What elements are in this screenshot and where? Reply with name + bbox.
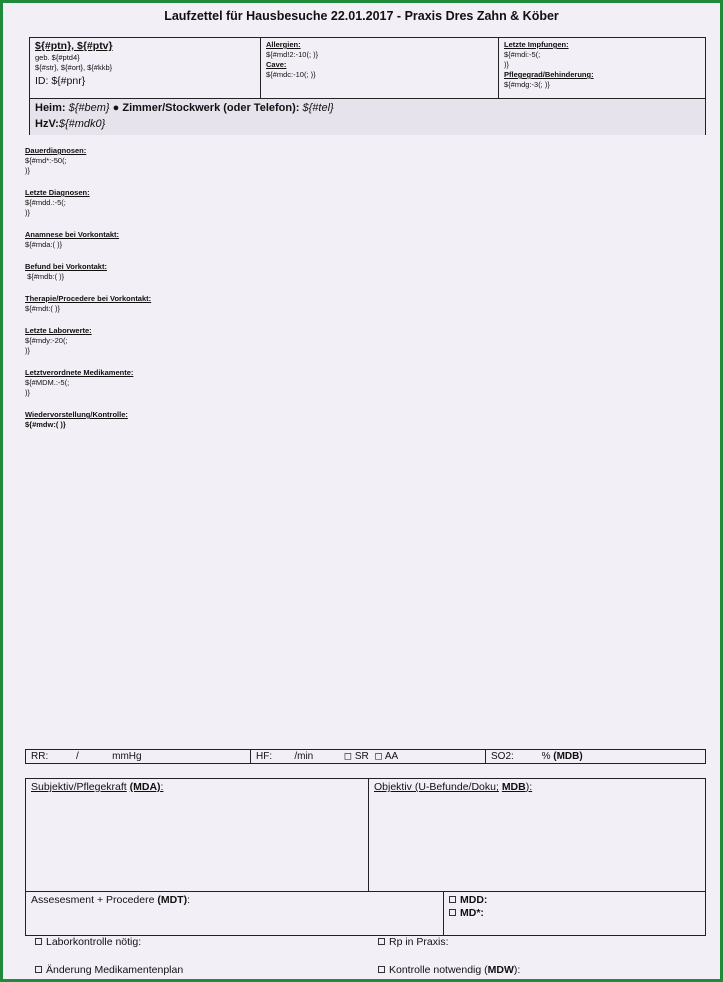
room-label: ● Zimmer/Stockwerk (oder Telefon): [112, 102, 300, 114]
section-line: )} [25, 346, 31, 355]
allergies-label: Allergien: [266, 40, 301, 49]
page-title: Laufzettel für Hausbesuche 22.01.2017 - Praxis Dres Zahn & Köber [164, 9, 559, 23]
allergies-cell [261, 38, 499, 98]
objective-field[interactable] [369, 779, 705, 891]
section-line: ${#MDM.:-5(; [25, 378, 70, 387]
room-value: ${#tel} [302, 102, 334, 114]
assessment-role: (MDT) [157, 894, 188, 906]
history-sections [25, 146, 425, 442]
vaccinations-cell [499, 38, 705, 98]
section-heading: Therapie/Procedere bei Vorkontakt: [25, 294, 152, 303]
section-line: ${#md*:-50(; [25, 156, 67, 165]
section-laborwerte [25, 326, 425, 356]
checkbox-icon[interactable] [449, 896, 456, 903]
objective-label: Objektiv (U-Befunde/Doku; [374, 781, 499, 793]
section-line: ${#mda:( )} [25, 240, 63, 249]
checkbox-icon[interactable] [35, 938, 42, 945]
med-change-check[interactable] [35, 964, 183, 977]
assessment-label: Assesesment + Procedere [31, 894, 155, 906]
patient-header [29, 37, 706, 135]
section-line: ${#mdt:( )} [25, 304, 61, 313]
cave-value: ${#mdc:-10(; )} [266, 70, 316, 79]
labor-check[interactable] [35, 936, 141, 949]
med-change-label: Änderung Medikamentenplan [46, 964, 184, 976]
allergies-value: ${#md!2:-10(; )} [266, 50, 319, 59]
section-line: ${#mdw:( )} [25, 420, 66, 429]
control-check[interactable]: Kontrolle notwendig (MDW): [378, 964, 520, 977]
section-wiedervorstellung [25, 410, 425, 430]
section-heading: Letzte Diagnosen: [25, 188, 90, 197]
patient-name: ${#ptn}, ${#ptv} [35, 40, 113, 52]
care-level-value: ${#mdg:-3(; )} [504, 80, 550, 89]
patient-address: ${#str}, ${#ort}, ${#kkb} [35, 63, 113, 72]
so2-role: (MDB) [553, 751, 583, 762]
vaccinations-value: ${#mdi:-5(; [504, 50, 541, 59]
checkbox-icon[interactable] [378, 938, 385, 945]
heim-label: Heim: [35, 102, 66, 114]
soap-bottom-row [26, 892, 705, 936]
section-heading: Wiedervorstellung/Kontrolle: [25, 410, 128, 419]
section-line: ${#mdy:-20(; [25, 336, 68, 345]
mdd-label: MDD: [460, 894, 488, 906]
patient-id: ID: ${#pnr} [35, 75, 86, 87]
soap-box [25, 778, 706, 936]
rp-label: Rp in Praxis: [389, 936, 449, 948]
mdstar-label: MD*: [460, 907, 484, 919]
section-line: ${#mdb:( )} [25, 272, 65, 281]
home-info [30, 99, 705, 135]
section-heading: Dauerdiagnosen: [25, 146, 87, 155]
rp-check[interactable] [378, 936, 449, 949]
patient-header-top [30, 38, 705, 99]
mdd-checkbox-row[interactable] [449, 894, 700, 907]
blood-pressure-field[interactable]: RR: / mmHg [26, 750, 251, 763]
assessment-field[interactable]: Assesesment + Procedere (MDT): [26, 892, 444, 936]
section-line: )} [25, 388, 31, 397]
labor-label: Laborkontrolle nötig: [46, 936, 142, 948]
objective-label-end: ): [525, 781, 533, 793]
section-medikamente [25, 368, 425, 398]
patient-info [30, 38, 261, 98]
soap-top-row [26, 779, 705, 892]
section-line: )} [25, 166, 31, 175]
heim-value: ${#bem} [68, 102, 110, 114]
control-role: MDW [487, 964, 514, 976]
vitals-row [25, 749, 706, 764]
checkbox-icon[interactable] [449, 909, 456, 916]
section-anamnese [25, 230, 425, 250]
section-heading: Letzte Laborwerte: [25, 326, 92, 335]
section-heading: Letztverordnete Medikamente: [25, 368, 134, 377]
section-dauerdiagnosen [25, 146, 425, 176]
section-therapie [25, 294, 425, 314]
section-heading: Befund bei Vorkontakt: [25, 262, 107, 271]
section-line: ${#mdd.:-5(; [25, 198, 66, 207]
section-letzte-diagnosen [25, 188, 425, 218]
control-label: Kontrolle notwendig [389, 964, 482, 976]
section-heading: Anamnese bei Vorkontakt: [25, 230, 120, 239]
care-level-label: Pflegegrad/Behinderung: [504, 70, 594, 79]
checkbox-icon[interactable] [35, 966, 42, 973]
vaccinations-value-end: )} [504, 60, 510, 69]
mdstar-checkbox-row[interactable] [449, 907, 700, 920]
so2-label: SO2: % [491, 751, 551, 762]
heart-rate-field[interactable]: HF: /min ◻ SR ◻ AA [251, 750, 486, 763]
patient-birth: geb. ${#ptd4} [35, 53, 80, 62]
oxygen-saturation-field[interactable] [486, 750, 705, 763]
objective-role: MDB [501, 781, 526, 793]
signature-field [444, 892, 705, 936]
hzv-value: ${#mdk0} [58, 118, 106, 130]
section-line: )} [25, 208, 31, 217]
subjective-role: (MDA) [129, 781, 161, 793]
checkbox-icon[interactable] [378, 966, 385, 973]
subjective-label: Subjektiv/Pflegekraft [31, 781, 127, 793]
cave-label: Cave: [266, 60, 287, 69]
section-befund [25, 262, 425, 282]
hzv-label: HzV: [35, 118, 59, 130]
subjective-field[interactable]: Subjektiv/Pflegekraft (MDA): [26, 779, 369, 891]
vaccinations-label: Letzte Impfungen: [504, 40, 569, 49]
